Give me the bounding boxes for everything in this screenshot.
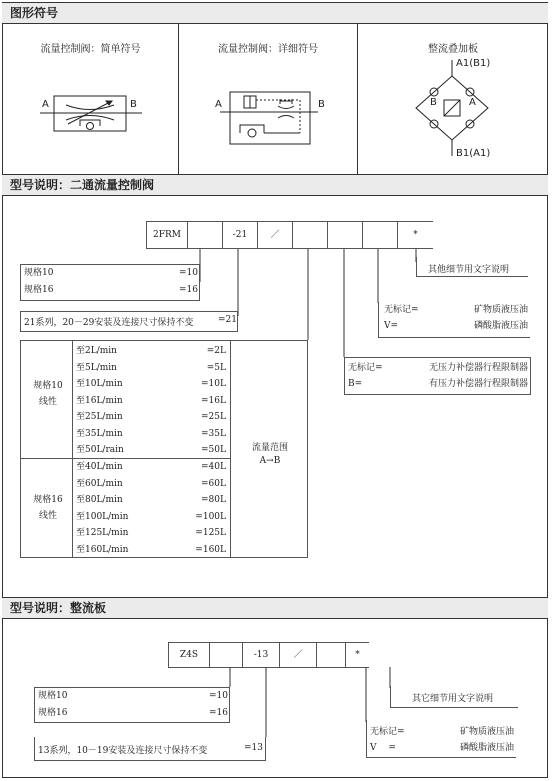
row-label: V = bbox=[370, 743, 396, 753]
frm-compensator-list bbox=[348, 360, 528, 392]
frm-oil-list bbox=[384, 302, 528, 334]
list-row bbox=[24, 265, 198, 282]
row-value: =25L bbox=[201, 412, 226, 422]
row-label: 至2L/min bbox=[76, 346, 117, 356]
detailed-port-a: A bbox=[215, 99, 222, 110]
z4s-series-value: =13 bbox=[244, 743, 263, 753]
frm-size-list bbox=[24, 265, 198, 299]
row-label: V= bbox=[384, 321, 399, 331]
frm-series-text: 21系列，20－29安装及连接尺寸保持不变 bbox=[24, 318, 194, 328]
list-row bbox=[76, 476, 226, 493]
row-label: 至80L/min bbox=[76, 495, 123, 505]
list-row bbox=[76, 459, 226, 476]
row-label: 至35L/min bbox=[76, 428, 123, 439]
table-divider bbox=[230, 340, 231, 558]
row-label: 至5L/min bbox=[76, 362, 117, 373]
row-value: =160L bbox=[195, 544, 226, 555]
code-cell: * bbox=[345, 642, 369, 668]
row-value: =100L bbox=[195, 511, 226, 522]
row-value: =40L bbox=[201, 462, 226, 472]
table-divider bbox=[72, 340, 73, 558]
row-value: =80L bbox=[201, 495, 226, 505]
row-value: =35L bbox=[201, 428, 226, 439]
code-cell bbox=[327, 221, 363, 249]
row-value: =60L bbox=[201, 478, 226, 489]
simple-symbol-caption: 流量控制阀：简单符号 bbox=[40, 44, 141, 55]
code-cell bbox=[316, 642, 346, 668]
frm-other-note: 其他细节用文字说明 bbox=[428, 265, 510, 275]
code-cell bbox=[362, 221, 398, 249]
frm-group16-label: 规格16 线性 bbox=[33, 495, 63, 521]
list-row bbox=[76, 376, 226, 393]
row-label: 无标记= bbox=[370, 727, 405, 737]
row-label: 至16L/min bbox=[76, 395, 123, 406]
frm-flows16-list bbox=[76, 459, 226, 558]
row-value: 有压力补偿器行程限制器 bbox=[428, 379, 528, 389]
rectifier-top-label: A1(B1) bbox=[456, 58, 491, 69]
row-value: =16 bbox=[209, 708, 228, 718]
list-row bbox=[76, 393, 226, 410]
list-row bbox=[76, 525, 226, 542]
row-label: 至125L/min bbox=[76, 528, 129, 538]
list-row bbox=[24, 282, 198, 299]
list-row bbox=[348, 360, 528, 376]
detailed-port-b: B bbox=[318, 99, 325, 110]
row-value: =10 bbox=[179, 268, 198, 278]
list-row bbox=[384, 302, 528, 318]
list-row bbox=[384, 318, 528, 334]
z4s-header-bar bbox=[2, 597, 548, 619]
list-row bbox=[348, 376, 528, 392]
row-label: 至100L/min bbox=[76, 511, 129, 522]
row-label: 至10L/min bbox=[76, 379, 123, 389]
code-cell bbox=[187, 221, 223, 249]
symbols-header: 图形符号 bbox=[10, 6, 59, 20]
frm-series-value: =21 bbox=[218, 315, 237, 325]
row-label: 无标记= bbox=[384, 305, 419, 315]
z4s-other-note: 其它细节用文字说明 bbox=[412, 694, 494, 704]
row-value: =10 bbox=[209, 691, 228, 701]
code-cell: -13 bbox=[242, 642, 280, 668]
list-row bbox=[38, 688, 228, 705]
row-label: 规格16 bbox=[24, 285, 54, 295]
row-value: =125L bbox=[195, 528, 226, 538]
row-value: 矿物质液压油 bbox=[459, 727, 514, 737]
symbols-header-bar bbox=[2, 2, 548, 24]
z4s-series-text: 13系列，10－19安装及连接尺寸保持不变 bbox=[38, 746, 208, 756]
row-label: 至40L/min bbox=[76, 462, 123, 472]
row-value: =16L bbox=[201, 395, 226, 406]
z4s-size-list bbox=[38, 688, 228, 722]
frm-flow-direction: A→B bbox=[259, 456, 281, 466]
list-row bbox=[76, 360, 226, 377]
code-cell: -21 bbox=[222, 221, 258, 249]
list-row bbox=[38, 705, 228, 722]
row-value: 磷酸脂液压油 bbox=[459, 743, 514, 753]
list-row bbox=[76, 509, 226, 526]
frm-flow-range-label: 流量范围 bbox=[251, 443, 288, 453]
row-value: =10L bbox=[201, 379, 226, 389]
row-value: 矿物质液压油 bbox=[473, 305, 528, 315]
row-label: 规格10 bbox=[38, 691, 68, 701]
rectifier-symbol-caption: 整流叠加板 bbox=[428, 44, 478, 55]
row-value: =50L bbox=[201, 445, 226, 455]
detailed-symbol-caption: 流量控制阀：详细符号 bbox=[218, 44, 318, 55]
row-value: 磷酸脂液压油 bbox=[473, 321, 528, 331]
code-cell bbox=[292, 221, 328, 249]
list-row bbox=[76, 409, 226, 426]
list-row bbox=[76, 426, 226, 443]
list-row bbox=[76, 442, 226, 459]
frm-group10-label: 规格10 线性 bbox=[33, 381, 63, 407]
list-row bbox=[370, 724, 514, 740]
code-cell: * bbox=[397, 221, 433, 249]
row-label: 至60L/min bbox=[76, 478, 123, 489]
list-row bbox=[76, 343, 226, 360]
row-label: 至50L/rain bbox=[76, 445, 124, 455]
row-label: B= bbox=[348, 379, 363, 389]
row-value: =2L bbox=[206, 346, 226, 356]
frm-flows10-list bbox=[76, 343, 226, 459]
row-value: 无压力补偿器行程限制器 bbox=[428, 363, 528, 373]
code-cell: 2FRM bbox=[146, 221, 188, 249]
rectifier-right-label: A bbox=[469, 97, 476, 108]
simple-port-b: B bbox=[130, 99, 137, 110]
rectifier-left-label: B bbox=[430, 97, 437, 108]
frm-header: 型号说明：二通流量控制阀 bbox=[10, 178, 155, 192]
list-row bbox=[370, 740, 514, 756]
list-row bbox=[76, 542, 226, 559]
row-label: 至25L/min bbox=[76, 412, 123, 422]
z4s-oil-list bbox=[370, 724, 514, 756]
code-cell: ／ bbox=[279, 642, 317, 668]
simple-port-a: A bbox=[42, 99, 49, 110]
row-value: =5L bbox=[206, 362, 226, 373]
code-cell: Z4S bbox=[168, 642, 210, 668]
list-row bbox=[76, 492, 226, 509]
row-label: 规格10 bbox=[24, 268, 54, 278]
code-cell bbox=[209, 642, 243, 668]
rectifier-bottom-label: B1(A1) bbox=[456, 148, 491, 159]
row-label: 无标记= bbox=[348, 363, 383, 373]
frm-header-bar bbox=[2, 174, 548, 196]
row-value: =16 bbox=[179, 285, 198, 295]
code-cell: ／ bbox=[257, 221, 293, 249]
z4s-header: 型号说明：整流板 bbox=[10, 601, 107, 615]
row-label: 规格16 bbox=[38, 708, 68, 718]
row-label: 至160L/min bbox=[76, 544, 129, 555]
